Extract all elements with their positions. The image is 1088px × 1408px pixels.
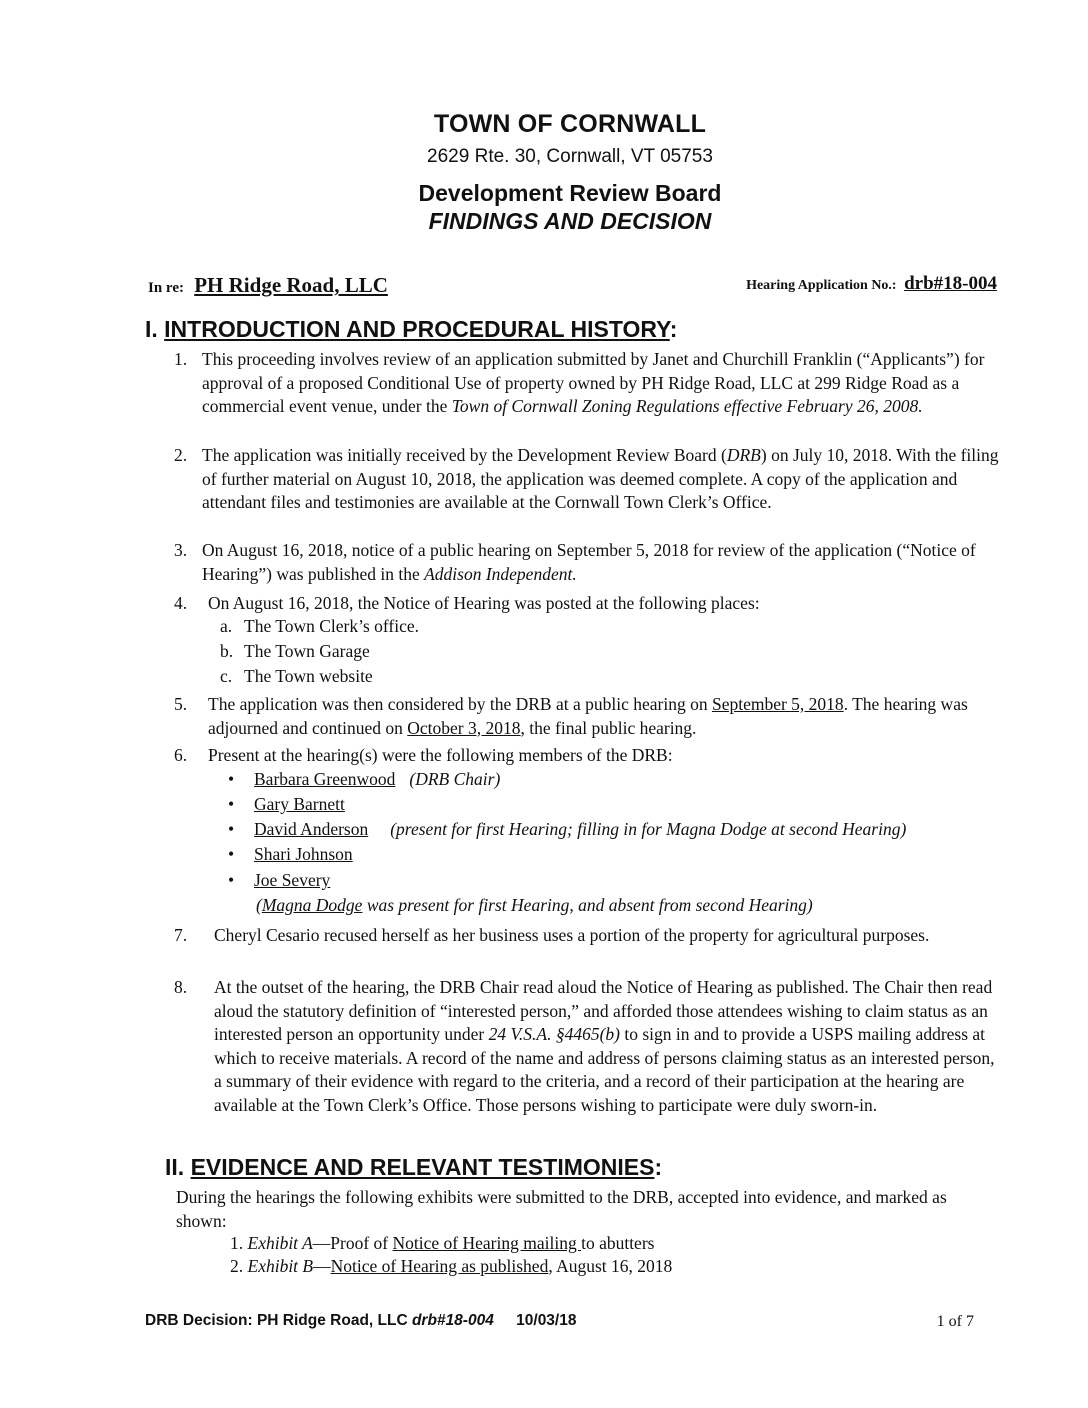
absent-member-name: Magna Dodge — [261, 895, 363, 915]
posting-place — [220, 616, 419, 637]
member-item — [228, 819, 906, 840]
application-number-label: Hearing Application No.: — [746, 278, 897, 293]
exhibit-item — [230, 1233, 654, 1254]
place-marker: b. — [220, 641, 234, 661]
section-1-heading — [145, 316, 677, 343]
member-name: Barbara Greenwood — [254, 769, 396, 789]
exhibit-text: —Proof of — [312, 1233, 393, 1253]
member-item — [228, 844, 353, 865]
section-1-colon: : — [669, 316, 678, 342]
place-text: The Town website — [244, 666, 373, 686]
item-number: 8. — [174, 977, 188, 997]
item-text-part: , the final public hearing. — [520, 717, 697, 738]
item-text — [208, 693, 1004, 740]
section-1-title: INTRODUCTION AND PROCEDURAL HISTORY — [164, 316, 670, 342]
page-footer — [145, 1312, 576, 1330]
exhibit-text: — — [313, 1256, 331, 1276]
footer-date: 10/03/18 — [516, 1312, 577, 1329]
list-item — [174, 592, 1004, 616]
member-item — [228, 794, 345, 815]
item-text-part: This proceeding involves review of an application submitted by Janet and Churchill Franklin (“Applicants”) for approval of a proposed Conditional Use of property owned by PH Ridge Road, LLC at 299 Ridge Road as a commercial event venue, under the — [202, 349, 985, 416]
item-number: 2. — [174, 445, 188, 465]
member-name: Shari Johnson — [254, 844, 353, 864]
posting-place — [220, 641, 370, 662]
member-item — [228, 769, 500, 790]
application-number: drb#18-004 — [904, 273, 997, 294]
page-number: 1 of 7 — [936, 1313, 974, 1330]
bullet-icon: • — [228, 870, 235, 890]
member-note: (DRB Chair) — [409, 769, 501, 789]
item-text-part: ) on July 10, 2018. With the filing of further material on August 10, 2018, the application was deemed complete. A copy of the application and attendant files and testimonies are available at the Cornwall Town Clerk’s Office. — [202, 445, 999, 512]
regulation-title: Town of Cornwall Zoning Regulations effective February 26, 2008. — [451, 396, 923, 416]
item-number: 6. — [174, 745, 188, 765]
town-title: TOWN OF CORNWALL — [433, 110, 707, 138]
bullet-icon: • — [228, 794, 235, 814]
footer-case-number: drb#18-004 — [411, 1312, 494, 1329]
exhibit-number: 1. — [230, 1233, 244, 1253]
document-subtitle: FINDINGS AND DECISION — [428, 208, 712, 234]
bullet-icon: • — [228, 844, 235, 864]
item-text-part: . The hearing was adjourned and continued on — [208, 694, 968, 738]
list-item — [174, 348, 1004, 419]
newspaper-name: Addison Independent. — [424, 563, 577, 584]
member-item — [228, 870, 330, 891]
in-re-line — [148, 273, 388, 298]
place-marker: a. — [220, 616, 233, 636]
board-title: Development Review Board — [418, 180, 722, 206]
item-text — [202, 348, 1004, 419]
exhibit-text: to abutters — [581, 1233, 655, 1253]
item-number: 4. — [174, 593, 188, 613]
bullet-icon: • — [228, 819, 235, 839]
item-text-part: On August 16, 2018, notice of a public hearing on September 5, 2018 for review of the application (“Notice of Hearing”) was published in the — [202, 540, 976, 584]
posting-place — [220, 666, 373, 687]
statute-citation: 24 V.S.A. §4465(b) — [488, 1024, 620, 1044]
absent-member-note — [256, 895, 813, 916]
item-text: Present at the hearing(s) were the following members of the DRB: — [208, 745, 673, 765]
item-number: 5. — [174, 694, 188, 714]
item-text-part: The application was then considered by the DRB at a public hearing on — [208, 694, 712, 714]
place-marker: c. — [220, 666, 233, 686]
exhibit-name: Exhibit A — [247, 1233, 313, 1253]
hearing-date: October 3, 2018 — [407, 717, 521, 738]
party-name: PH Ridge Road, LLC — [194, 273, 388, 297]
item-number: 3. — [174, 540, 188, 560]
application-number-line — [746, 273, 997, 295]
member-name: Gary Barnett — [254, 794, 345, 814]
list-item — [174, 444, 1004, 515]
footer-label: DRB Decision: PH Ridge Road, LLC — [145, 1312, 408, 1329]
drb-abbrev: DRB — [726, 445, 761, 465]
item-text: Cheryl Cesario recused herself as her business uses a portion of the property for agricultural purposes. — [214, 925, 930, 945]
member-name: Joe Severy — [254, 870, 331, 890]
list-item — [174, 976, 1004, 1117]
list-item — [174, 539, 1004, 586]
note-part: was present for first Hearing, and absent from second Hearing) — [362, 895, 813, 915]
exhibit-name: Exhibit B — [247, 1256, 314, 1276]
member-name: David Anderson — [254, 819, 369, 839]
member-note: (present for first Hearing; filling in for Magna Dodge at second Hearing) — [390, 819, 907, 839]
exhibit-link-text: Notice of Hearing as published — [330, 1256, 549, 1276]
place-text: The Town Garage — [244, 641, 370, 661]
item-text-part: to sign in and to provide a USPS mailing address at which to receive materials. A record of the name and address of persons claiming status as an interested person, a summary of their evidence with regard to the criteria, and a record of their participation at the hearing are available at the Town Clerk’s Office. Those persons wishing to participate were duly sworn-in. — [214, 1024, 995, 1115]
item-number: 7. — [174, 925, 188, 945]
section-2-colon: : — [654, 1154, 663, 1180]
section-1-numeral: I. — [145, 316, 158, 342]
exhibit-link-text: Notice of Hearing mailing — [392, 1233, 582, 1253]
item-text — [202, 444, 1004, 515]
section-2-numeral: II. — [165, 1154, 185, 1180]
section-2-title: EVIDENCE AND RELEVANT TESTIMONIES — [190, 1154, 655, 1180]
place-text: The Town Clerk’s office. — [244, 616, 420, 636]
list-item — [174, 744, 1004, 768]
item-text — [214, 976, 1004, 1117]
town-address: 2629 Rte. 30, Cornwall, VT 05753 — [427, 146, 713, 167]
note-part: ( — [256, 895, 262, 915]
item-text-part: At the outset of the hearing, the DRB Chair read aloud the Notice of Hearing as published. The Chair then read aloud the statutory definition of “interested person,” and afforded those attendees wishing to claim status as an interested person an opportunity under — [214, 977, 993, 1044]
item-number: 1. — [174, 349, 188, 369]
item-text-part: The application was initially received by the Development Review Board ( — [202, 445, 727, 465]
item-text: On August 16, 2018, the Notice of Hearing was posted at the following places: — [208, 593, 760, 613]
exhibit-number: 2. — [230, 1256, 244, 1276]
list-item — [174, 924, 1004, 948]
section-2-heading — [165, 1154, 662, 1181]
section-2-intro: During the hearings the following exhibits were submitted to the DRB, accepted into evidence, and marked as shown: — [176, 1187, 947, 1231]
hearing-date: September 5, 2018 — [711, 694, 844, 714]
in-re-label: In re: — [148, 280, 184, 296]
item-text — [202, 539, 1004, 586]
list-item — [174, 693, 1004, 740]
bullet-icon: • — [228, 769, 235, 789]
exhibit-item — [230, 1256, 672, 1277]
exhibit-text: , August 16, 2018 — [548, 1256, 673, 1276]
